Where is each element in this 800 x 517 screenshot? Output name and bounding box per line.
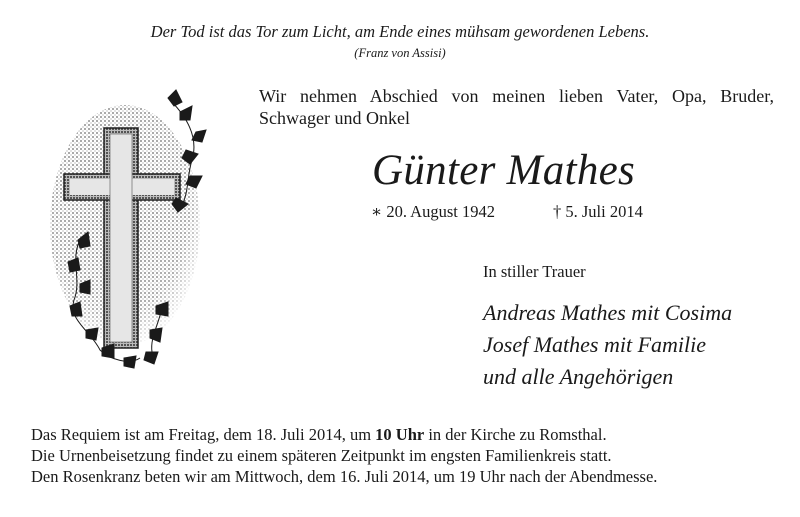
mourning-heading: In stiller Trauer — [483, 262, 586, 281]
mourner-line: und alle Angehörigen — [483, 364, 674, 389]
deceased-name: Günter Mathes — [372, 147, 636, 194]
urn-line: Die Urnenbeisetzung findet zu einem späteren Zeitpunkt im engsten Familienkreis statt. — [31, 446, 612, 465]
requiem-text: Das Requiem ist am Freitag, dem 18. Juli 2014, um — [31, 425, 376, 444]
rosary-line: Den Rosenkranz beten wir am Mittwoch, dem 16. Juli 2014, um 19 Uhr nach der Abendmesse. — [31, 467, 658, 486]
requiem-time: 10 Uhr — [375, 425, 425, 444]
requiem-location: in der Kirche zu Romsthal. — [424, 425, 607, 444]
cross-with-ivy-icon — [40, 80, 230, 380]
quote-author: (Franz von Assisi) — [354, 46, 446, 60]
mourner-line: Josef Mathes mit Familie — [483, 332, 707, 357]
requiem-line — [31, 424, 776, 445]
death-date: † 5. Juli 2014 — [553, 202, 643, 221]
mourner-line: Andreas Mathes mit Cosima — [483, 300, 733, 325]
quote-text: Der Tod ist das Tor zum Licht, am Ende eines mühsam gewordenen Lebens. — [150, 22, 650, 41]
intro-text: Wir nehmen Abschied von meinen lieben Vater, Opa, Bruder, Schwager und Onkel — [259, 86, 774, 128]
announcements — [31, 424, 776, 487]
birth-date: ∗ 20. August 1942 — [371, 202, 495, 221]
mourners-list — [483, 297, 732, 393]
